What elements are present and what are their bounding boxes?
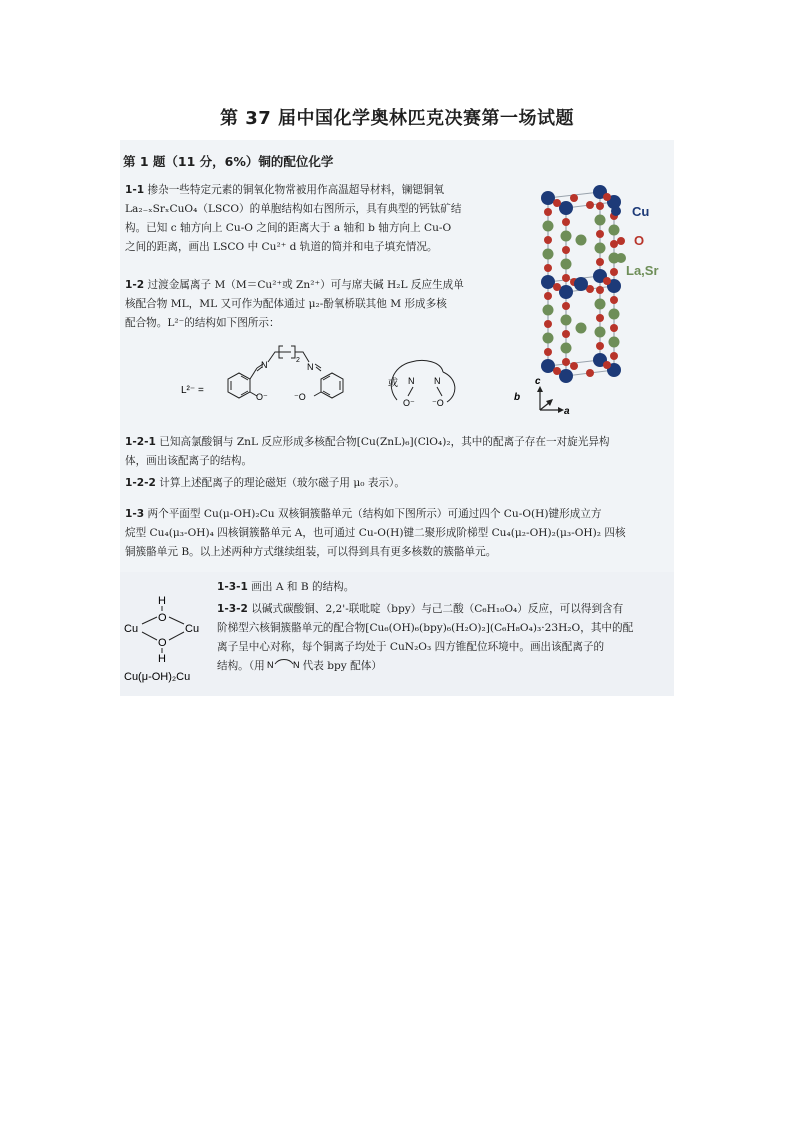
o-atom	[544, 320, 552, 328]
text-line: 体，画出该配离子的结构。	[125, 455, 253, 467]
o-atom	[596, 202, 604, 210]
o-atom	[553, 199, 561, 207]
svg-text:N: N	[292, 660, 300, 670]
o-atom	[596, 314, 604, 322]
la-atom	[576, 235, 587, 246]
o-atom	[544, 236, 552, 244]
section-heading: 第 1 题（11 分，6%）铜的配位化学	[123, 154, 334, 169]
question-number: 1-3	[125, 508, 145, 520]
question-number: 1-1	[125, 184, 145, 196]
la-atom	[595, 299, 606, 310]
o-atom	[562, 274, 570, 282]
la-atom	[609, 337, 620, 348]
la-atom	[609, 309, 620, 320]
oxygen-label: O	[158, 612, 167, 624]
nitrogen-label: N	[434, 376, 441, 386]
o-atom	[596, 258, 604, 266]
cu-atom	[541, 191, 555, 205]
o-atom	[544, 348, 552, 356]
o-atom	[586, 201, 594, 209]
text-line	[217, 657, 672, 676]
text-line: 核配合物 ML，ML 又可作为配体通过 μ₂-酚氧桥联其他 M 形成多核	[125, 298, 447, 310]
text-line: 配合物。L²⁻的结构如下图所示：	[125, 317, 280, 329]
oxygen-label: ⁻O	[432, 398, 444, 408]
text-line: 铜簇骼单元 B。以上述两种方式继续组装，可以得到具有更多核数的簇骼单元。	[125, 546, 497, 558]
o-atom	[610, 240, 618, 248]
cu-atom	[559, 285, 573, 299]
text-fragment: 代表 bpy 配体）	[302, 660, 382, 672]
copper-label-right: Cu	[185, 623, 200, 635]
la-atom	[543, 333, 554, 344]
la-atom	[595, 327, 606, 338]
o-atom	[610, 296, 618, 304]
text-line: 之间的距离，画出 LSCO 中 Cu²⁺ d 轨道的简并和电子填充情况。	[125, 241, 438, 253]
o-atom	[596, 342, 604, 350]
la-atom	[561, 231, 572, 242]
simplified-ligand-arc	[391, 360, 455, 402]
nitrogen-label: N	[307, 362, 314, 372]
la-atom	[595, 215, 606, 226]
text-line: La₂₋ₓSrₓCuO₄（LSCO）的单胞结构如右图所示，具有典型的钙钛矿结	[125, 203, 462, 215]
question-1-1	[125, 181, 505, 257]
unit-cell	[541, 185, 621, 383]
o-atom	[553, 367, 561, 375]
text-line: 已知高氯酸铜与 ZnL 反应形成多核配合物[Cu(ZnL)₆](ClO₄)₂，其中的配离子存在一对旋光异构	[159, 436, 610, 448]
o-atom	[610, 324, 618, 332]
o-atom	[603, 193, 611, 201]
la-atom	[561, 343, 572, 354]
oxygen-label: O⁻	[403, 398, 415, 408]
question-number: 1-3-1	[217, 581, 248, 593]
cu-atom	[559, 369, 573, 383]
text-line: 离子呈中心对称，每个铜离子均处于 CuN₂O₃ 四方锥配位环境中。画出该配离子的	[217, 641, 605, 653]
o-atom	[603, 277, 611, 285]
lsco-unit-cell-figure	[504, 178, 674, 418]
text-line: 烷型 Cu₄(μ₃-OH)₄ 四核铜簇骼单元 A，也可通过 Cu-O(H)键二聚形成阶梯型 Cu₄(μ₂-OH)₂(μ₃-OH)₂ 四核	[125, 527, 626, 539]
ligand-structure-figure	[175, 340, 475, 420]
text-line: 画出 A 和 B 的结构。	[251, 581, 355, 593]
chain-subscript: 2	[296, 357, 300, 364]
o-atom	[596, 230, 604, 238]
question-number: 1-3-2	[217, 603, 248, 615]
o-atom	[544, 208, 552, 216]
o-atom	[562, 218, 570, 226]
o-atom	[544, 292, 552, 300]
text-line: 以碱式碳酸铜、2,2'-联吡啶（bpy）与己二酸（C₆H₁₀O₄）反应，可以得到含有	[251, 603, 624, 615]
cu-atom	[559, 201, 573, 215]
page-title: 第 37 届中国化学奥林匹克决赛第一场试题	[219, 108, 575, 129]
bpy-ligand-icon	[265, 658, 303, 670]
text-line: 掺杂一些特定元素的铜氧化物常被用作高温超导材料，镧锶铜氧	[147, 184, 445, 196]
legend-cu-label: Cu	[632, 204, 650, 219]
legend-cu-dot	[611, 206, 621, 216]
copper-label-left: Cu	[124, 623, 139, 635]
la-atom	[576, 323, 587, 334]
question-1-2-2	[125, 474, 670, 493]
o-atom	[562, 358, 570, 366]
hydrogen-label: H	[158, 653, 166, 665]
la-atom	[595, 243, 606, 254]
hydrogen-label: H	[158, 595, 166, 607]
question-1-3-1	[217, 578, 672, 597]
o-atom	[610, 352, 618, 360]
legend-o-dot	[617, 237, 625, 245]
cu-atom	[574, 277, 588, 291]
nitrogen-label: N	[408, 376, 415, 386]
text-line: 阶梯型六核铜簇骼单元的配合物[Cu₆(OH)₆(bpy)₆(H₂O)₂](C₆H₈O₄)₃·23H₂O，其中的配	[217, 622, 634, 634]
legend-o-label: O	[634, 233, 645, 248]
cu-atom	[541, 275, 555, 289]
question-number: 1-2	[125, 279, 145, 291]
question-number: 1-2-1	[125, 436, 156, 448]
question-number: 1-2-2	[125, 477, 156, 489]
oxygen-label: ⁻O	[294, 392, 306, 402]
dimer-caption: Cu(μ-OH)₂Cu	[124, 671, 191, 683]
question-1-3-2	[217, 600, 672, 676]
o-atom	[570, 362, 578, 370]
o-atom	[570, 194, 578, 202]
svg-text:N: N	[266, 660, 274, 670]
la-atom	[543, 305, 554, 316]
copper-dimer-figure	[122, 588, 212, 688]
o-atom	[553, 283, 561, 291]
nitrogen-label: N	[261, 360, 268, 370]
text-line: 构。已知 c 轴方向上 Cu-O 之间的距离大于 a 轴和 b 轴方向上 Cu-O	[125, 222, 452, 234]
la-atom	[609, 225, 620, 236]
la-atom	[561, 259, 572, 270]
la-atom	[561, 315, 572, 326]
oxygen-label: O	[158, 637, 167, 649]
legend-la-dot	[616, 253, 626, 263]
o-atom	[562, 302, 570, 310]
o-atom	[586, 369, 594, 377]
la-atom	[543, 221, 554, 232]
or-label: 或	[388, 378, 398, 389]
la-atom	[543, 249, 554, 260]
o-atom	[562, 330, 570, 338]
axis-b-label: b	[514, 392, 521, 403]
axis-a-label: a	[564, 406, 570, 417]
cu-atom	[541, 359, 555, 373]
question-1-2-1	[125, 433, 670, 471]
question-1-2	[125, 276, 505, 333]
legend-la-label: La,Sr	[626, 263, 659, 278]
question-1-3	[125, 505, 670, 562]
text-line: 计算上述配离子的理论磁矩（玻尔磁子用 μ₀ 表示）。	[159, 477, 405, 489]
o-atom	[544, 264, 552, 272]
o-atom	[603, 361, 611, 369]
o-atom	[610, 268, 618, 276]
ligand-label: L²⁻ =	[181, 385, 204, 396]
text-fragment: 结构。（用	[217, 660, 265, 672]
text-line: 过渡金属离子 M（M＝Cu²⁺或 Zn²⁺）可与席夫碱 H₂L 反应生成单	[147, 279, 464, 291]
o-atom	[596, 286, 604, 294]
text-line: 两个平面型 Cu(μ-OH)₂Cu 双核铜簇骼单元（结构如下图所示）可通过四个 Cu-O(H)键形成立方	[147, 508, 602, 520]
o-atom	[562, 246, 570, 254]
axis-c-label: c	[535, 376, 541, 387]
oxygen-label: O⁻	[256, 392, 268, 402]
